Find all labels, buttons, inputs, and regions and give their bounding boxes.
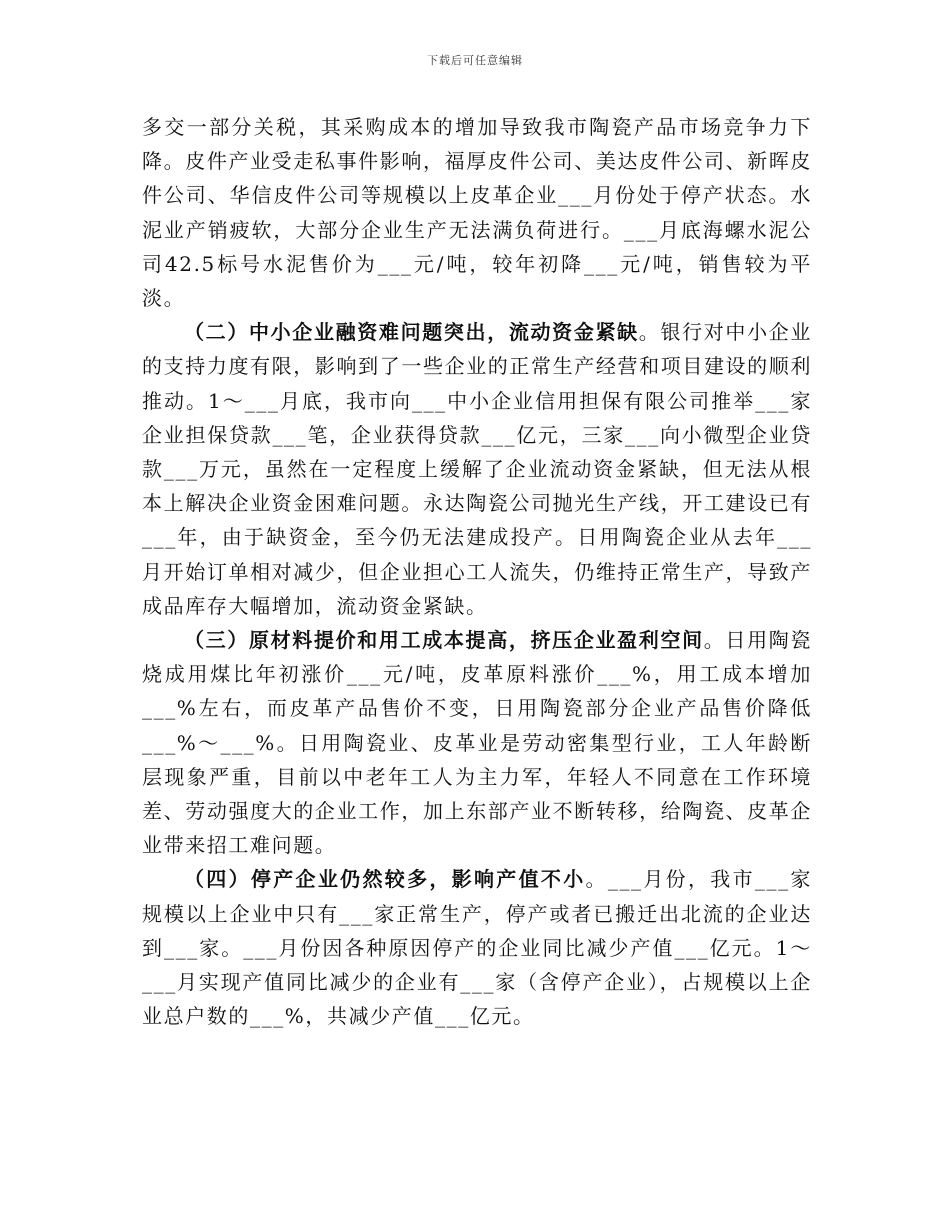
paragraph-1-text: 多交一部分关税，其采购成本的增加导致我市陶瓷产品市场竞争力下降。皮件产业受走私事件影响，福厚皮件公司、美达皮件公司、新晖皮件公司、华信皮件公司等规模以上皮革企业___月份处于停产状态。水泥业产销疲软，大部分企业生产无法满负荷进行。___月底海螺水泥公司42.5标号水泥售价为___元/吨，较年初降___元/吨，销售较为平淡。 xyxy=(142,115,812,311)
paragraph-2-text: 。银行对中小企业的支持力度有限，影响到了一些企业的正常生产经营和项目建设的顺利推动。1～___月底，我市向___中小企业信用担保有限公司推举___家企业担保贷款___笔，企业获得贷款___亿元，三家___向小微型企业贷款___万元，虽然在一定程度上缓解了企业流动资金紧缺，但无法从根本上解决企业资金困难问题。永达陶瓷公司抛光生产线，开工建设已有___年，由于缺资金，至今仍无法建成投产。日用陶瓷企业从去年___月开始订单相对减少，但企业担心工人流失，仍维持正常生产，导致产成品库存大幅增加，流动资金紧缺。 xyxy=(142,320,812,618)
page-header: 下载后可任意编辑 xyxy=(427,54,523,67)
paragraph-2-heading: （二）中小企业融资难问题突出，流动资金紧缺 xyxy=(184,320,639,345)
paragraph-3-text: 。日用陶瓷烧成用煤比年初涨价___元/吨，皮革原料涨价___%，用工成本增加___%左右，而皮革产品售价不变，日用陶瓷部分企业产品售价降低___%～___%。日用陶瓷业、皮革业是劳动密集型行业，工人年龄断层现象严重，目前以中老年工人为主力军，年轻人不同意在工作环境差、劳动强度大的企业工作，加上东部产业不断转移，给陶瓷、皮革企业带来招工难问题。 xyxy=(142,628,812,858)
paragraph-4 xyxy=(142,862,812,1033)
paragraph-4-heading: （四）停产企业仍然较多，影响产值不小 xyxy=(184,867,586,892)
paragraph-1 xyxy=(142,110,812,315)
paragraph-2 xyxy=(142,315,812,623)
paragraph-3-heading: （三）原材料提价和用工成本提高，挤压企业盈利空间 xyxy=(184,628,704,653)
paragraph-3 xyxy=(142,623,812,862)
document-body xyxy=(142,110,812,1033)
paragraph-4-text: 。___月份，我市___家规模以上企业中只有___家正常生产，停产或者已搬迁出北流的企业达到___家。___月份因各种原因停产的企业同比减少产值___亿元。1～___月实现产值同比减少的企业有___家（含停产企业），占规模以上企业总户数的___%，共减少产值___亿元。 xyxy=(142,867,812,1029)
